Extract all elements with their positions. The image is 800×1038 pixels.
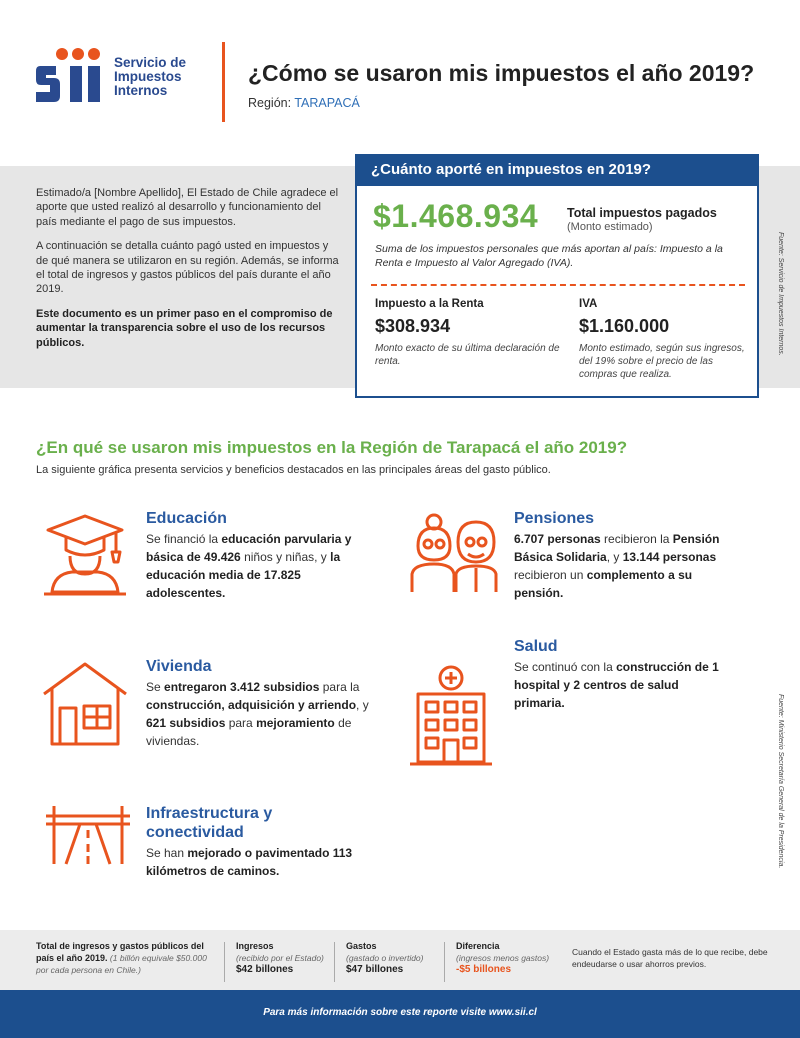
infraestructura-title (146, 804, 272, 842)
totals-separator (334, 942, 335, 982)
text-bold: educación parvularia y básica de 49.426 (146, 532, 352, 564)
text-run: para (225, 716, 257, 730)
intro-paragraph-bold: Este documento es un primer paso en el compromiso de aumentar la transparencia sobre el uso de los recursos públicos. (36, 307, 333, 349)
contribution-title: ¿Cuánto aporté en impuestos en 2019? (357, 156, 757, 186)
source-note-segpres: Fuente: Ministerio Secretaría General de la Presidencia. (777, 694, 784, 869)
text-run: , y (606, 550, 623, 564)
region-line (248, 96, 360, 110)
text-run: recibieron la (600, 532, 673, 546)
gastos-note: (gastado o invertido) (346, 953, 424, 963)
ingresos-title: Ingresos (236, 941, 274, 951)
total-note: (Monto estimado) (567, 221, 653, 233)
region-value: TARAPACÁ (294, 96, 360, 110)
text-bold: 13.144 personas (622, 550, 717, 564)
page-title: ¿Cómo se usaron mis impuestos el año 2019? (248, 60, 755, 86)
logo-text (114, 56, 186, 98)
text-run: niños y niñas, y (240, 550, 331, 564)
text-bold: complemento a su pensión. (514, 568, 693, 600)
intro-text (36, 186, 342, 360)
text-run: Se financió la (146, 532, 222, 546)
text-run: Se (146, 680, 165, 694)
text-bold: la educación media de 17.825 adolescentes. (146, 550, 341, 600)
footer-bar (0, 990, 800, 1038)
pensiones-title: Pensiones (514, 510, 595, 527)
header-divider (222, 42, 225, 122)
text-bold: mejoramiento (256, 716, 335, 730)
logo-line: Impuestos (114, 69, 182, 84)
diferencia-note: (ingresos menos gastos) (456, 953, 550, 963)
totals-strip (0, 930, 800, 990)
totals-label-text: Total de ingresos y gastos públicos del país el año 2019. (36, 941, 204, 963)
educacion-text (146, 530, 366, 602)
hospital-icon (408, 664, 494, 768)
iva-amount: $1.160.000 (579, 316, 670, 336)
logo-line: Internos (114, 83, 168, 98)
deficit-explanation: Cuando el Estado gasta más de lo que recibe, debe endeudarse o usar ahorros previos. (572, 947, 768, 969)
renta-note: Monto exacto de su última declaración de renta. (375, 343, 560, 367)
footer-link-text[interactable]: Para más información sobre este reporte visite www.sii.cl (263, 1007, 537, 1018)
road-icon (44, 802, 132, 866)
elderly-couple-icon (408, 512, 500, 594)
iva-label: IVA (579, 298, 598, 310)
graduate-icon (42, 512, 128, 598)
gastos-title: Gastos (346, 941, 377, 951)
text-run: para la (319, 680, 360, 694)
vivienda-title: Vivienda (146, 658, 212, 675)
text-run: , y (356, 698, 369, 712)
usage-subtitle: La siguiente gráfica presenta servicios y beneficios destacados en las principales áreas del gasto público. (36, 464, 551, 476)
logo-line: Servicio de (114, 55, 187, 70)
diferencia-cell (456, 940, 560, 976)
ingresos-note: (recibido por el Estado) (236, 953, 324, 963)
sii-logo (36, 44, 216, 108)
house-icon (40, 660, 130, 748)
text-bold: mejorado o pavimentado 113 kilómetros de caminos. (146, 846, 353, 878)
text-run: Se continuó con la (514, 660, 617, 674)
text-bold: 621 subsidios (146, 716, 226, 730)
infraestructura-text (146, 844, 378, 880)
intro-paragraph: Estimado/a [Nombre Apellido], El Estado de Chile agradece el aporte que usted realizó al desarrollo y funcionamiento del país mediante el pago de sus impuestos. (36, 187, 339, 228)
ingresos-cell (236, 940, 336, 976)
totals-label (36, 940, 214, 976)
text-run: de viviendas. (146, 716, 352, 748)
educacion-title: Educación (146, 510, 227, 527)
totals-separator (224, 942, 225, 982)
total-label: Total impuestos pagados (567, 206, 717, 220)
text-bold: construcción, adquisición y arriendo (146, 698, 357, 712)
title-line: conectividad (146, 824, 244, 841)
region-label: Región: (248, 96, 292, 110)
text-run: recibieron un (514, 568, 587, 582)
iva-note: Monto estimado, según sus ingresos, del 19% sobre el precio de las compras que realiza. (579, 343, 745, 380)
dashed-divider (371, 284, 745, 286)
source-note-sii: Fuente: Servicio de Impuestos Internos. (777, 232, 784, 356)
intro-paragraph: A continuación se detalla cuánto pagó usted en impuestos y de qué manera se utilizaron en su región. Además, se informa el total de ingresos y gastos públicos del país durante el año 2019. (36, 240, 339, 296)
pensiones-text (514, 530, 742, 602)
salud-title: Salud (514, 638, 558, 655)
ingresos-value: $42 billones (236, 964, 294, 975)
text-bold: entregaron 3.412 subsidios (164, 680, 320, 694)
totals-separator (444, 942, 445, 982)
gastos-cell (346, 940, 442, 976)
renta-amount: $308.934 (375, 316, 451, 336)
sum-note: Suma de los impuestos personales que más aportan al país: Impuesto a la Renta e Impuesto al Valor Agregado (IVA). (375, 243, 723, 269)
text-bold: construcción de 1 hospital y 2 centros de salud primaria. (514, 660, 719, 710)
diferencia-title: Diferencia (456, 941, 500, 951)
usage-title: ¿En qué se usaron mis impuestos en la Región de Tarapacá el año 2019? (36, 438, 628, 457)
total-amount: $1.468.934 (373, 198, 539, 234)
sii-logo-mark (36, 44, 110, 106)
header (0, 0, 800, 150)
salud-text (514, 658, 724, 712)
text-bold: Pensión Básica Solidaria (514, 532, 720, 564)
title-line: Infraestructura y (146, 805, 273, 822)
diferencia-value: -$5 billones (456, 964, 512, 975)
renta-label: Impuesto a la Renta (375, 298, 484, 310)
text-run: Se han (146, 846, 188, 860)
gastos-value: $47 billones (346, 964, 404, 975)
contribution-box (355, 154, 759, 398)
vivienda-text (146, 678, 378, 750)
text-bold: 6.707 personas (514, 532, 601, 546)
totals-label-note: (1 billón equivale $50.000 por cada persona en Chile.) (36, 953, 207, 975)
